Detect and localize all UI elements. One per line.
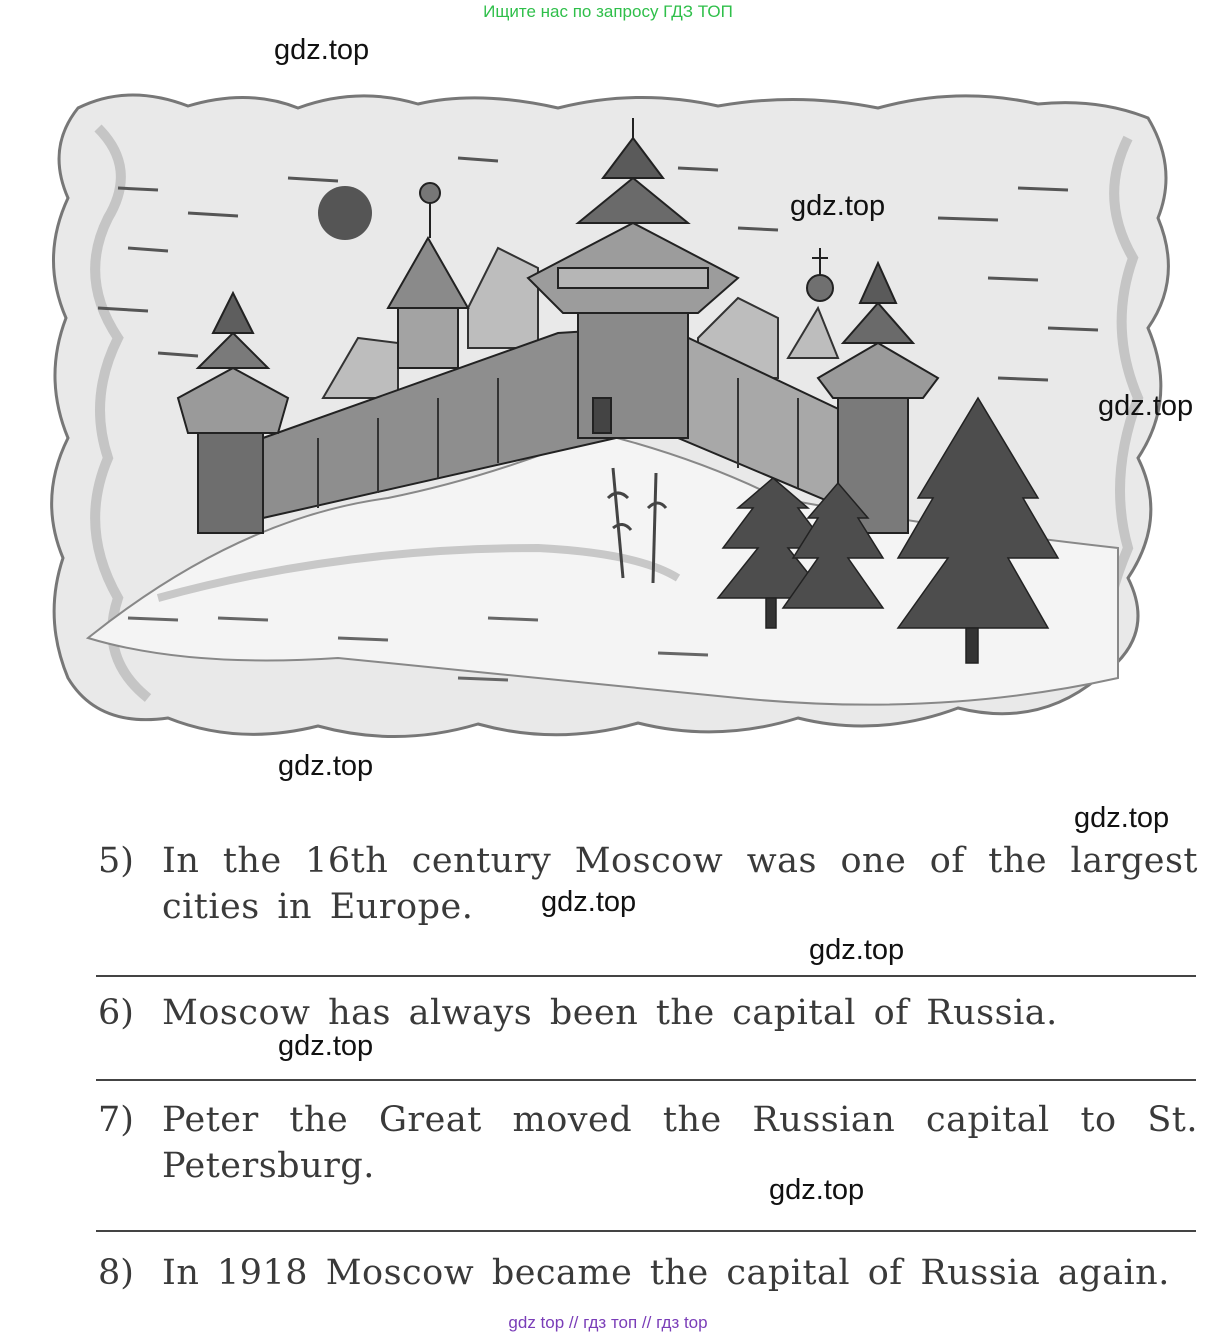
watermark: gdz.top bbox=[1098, 390, 1194, 422]
watermark: gdz.top bbox=[769, 1174, 865, 1206]
answer-line[interactable] bbox=[96, 1079, 1196, 1081]
watermark: gdz.top bbox=[1074, 802, 1170, 834]
watermark: gdz.top bbox=[790, 190, 886, 222]
footer-links: gdz top // гдз топ // гдз top bbox=[508, 1313, 708, 1332]
statement-number: 7) bbox=[98, 1100, 134, 1140]
watermark: gdz.top bbox=[541, 886, 637, 918]
statement-text: Peter the Great moved the Russian capital to St. Petersburg. bbox=[162, 1100, 1198, 1186]
statement-7 bbox=[98, 1097, 1198, 1189]
statement-number: 5) bbox=[98, 841, 134, 881]
statement-6 bbox=[98, 990, 1198, 1036]
sun bbox=[318, 186, 372, 240]
statement-text: In 1918 Moscow became the capital of Russia again. bbox=[162, 1253, 1170, 1293]
watermark: gdz.top bbox=[278, 1030, 374, 1062]
top-banner: Ищите нас по запросу ГДЗ ТОП bbox=[483, 2, 733, 21]
statement-text: Moscow has always been the capital of Russia. bbox=[162, 993, 1058, 1033]
statement-number: 6) bbox=[98, 993, 134, 1033]
watermark: gdz.top bbox=[809, 934, 905, 966]
statement-8 bbox=[98, 1250, 1198, 1296]
statement-text: In the 16th century Moscow was one of the largest cities in Europe. bbox=[162, 841, 1198, 927]
statement-number: 8) bbox=[98, 1253, 134, 1293]
kremlin-illustration bbox=[38, 78, 1188, 753]
answer-line[interactable] bbox=[96, 975, 1196, 977]
statement-5 bbox=[98, 838, 1198, 930]
watermark: gdz.top bbox=[278, 750, 374, 782]
watermark: gdz.top bbox=[274, 34, 370, 66]
answer-line[interactable] bbox=[96, 1230, 1196, 1232]
